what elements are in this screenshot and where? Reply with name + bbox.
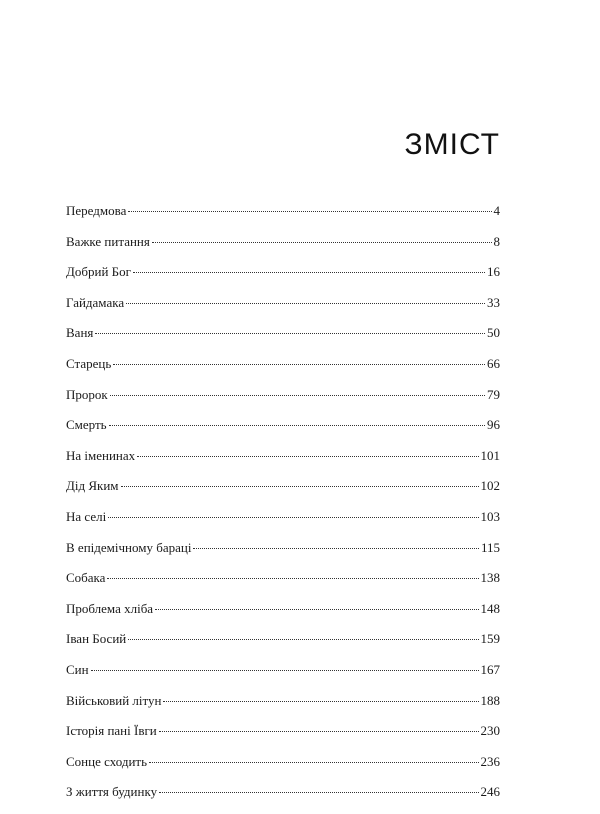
page-title: ЗМІСТ: [404, 128, 500, 161]
toc-entry-title: Ваня: [66, 325, 94, 341]
toc-entry-page-number: 79: [487, 386, 500, 402]
dot-leader: [159, 792, 478, 793]
toc-entry: [66, 354, 500, 385]
dot-leader: [113, 364, 485, 365]
toc-entry-page-number: 66: [487, 355, 500, 371]
toc-entry-title: Добрий Бог: [66, 264, 131, 280]
toc-entry: [66, 415, 500, 446]
toc-entry-title: На іменинах: [66, 447, 136, 463]
dot-leader: [107, 578, 478, 579]
dot-leader: [133, 272, 485, 273]
dot-leader: [95, 333, 485, 334]
toc-entry-page-number: 230: [480, 723, 500, 739]
dot-leader: [128, 639, 478, 640]
toc-entry-page-number: 188: [480, 692, 500, 708]
dot-leader: [193, 548, 479, 549]
toc-entry: [66, 629, 500, 660]
toc-entry: [66, 538, 500, 569]
toc-entry-title: Проблема хліба: [66, 600, 154, 616]
toc-entry-page-number: 236: [480, 753, 500, 769]
dot-leader: [110, 395, 485, 396]
toc-entry-title: Смерть: [66, 417, 107, 433]
toc-entry: [66, 599, 500, 630]
toc-entry: [66, 568, 500, 599]
toc-entry-page-number: 8: [493, 233, 500, 249]
toc-entry: [66, 323, 500, 354]
toc-entry: [66, 385, 500, 416]
toc-entry-page-number: 103: [480, 508, 500, 524]
toc-entry: [66, 752, 500, 783]
toc-entry-page-number: 50: [487, 325, 500, 341]
toc-entry-page-number: 101: [480, 447, 500, 463]
toc-entry-page-number: 16: [487, 264, 500, 280]
toc-entry: [66, 507, 500, 538]
toc-entry-title: Історія пані Ївги: [66, 723, 157, 739]
dot-leader: [137, 456, 478, 457]
toc-entry-page-number: 246: [480, 784, 500, 800]
toc-entry: [66, 446, 500, 477]
toc-entry: [66, 691, 500, 722]
dot-leader: [152, 242, 492, 243]
toc-entry-page-number: 138: [480, 570, 500, 586]
toc-entry-page-number: 148: [480, 600, 500, 616]
toc-entry-title: Пророк: [66, 386, 108, 402]
toc-entry: [66, 782, 500, 813]
dot-leader: [109, 425, 485, 426]
dot-leader: [121, 486, 479, 487]
toc-entry-title: Військовий літун: [66, 692, 162, 708]
toc-entry-title: Син: [66, 661, 89, 677]
dot-leader: [126, 303, 485, 304]
dot-leader: [149, 762, 478, 763]
dot-leader: [91, 670, 479, 671]
toc-entry-title: Собака: [66, 570, 106, 586]
toc-entry-page-number: 33: [487, 294, 500, 310]
toc-entry-page-number: 115: [480, 539, 500, 555]
dot-leader: [155, 609, 478, 610]
toc-entry-page-number: 96: [487, 417, 500, 433]
toc-entry-title: Іван Босий: [66, 631, 127, 647]
dot-leader: [159, 731, 479, 732]
table-of-contents: [66, 201, 500, 813]
toc-entry-page-number: 4: [493, 203, 500, 218]
toc-entry: [66, 476, 500, 507]
toc-entry-page-number: 102: [480, 478, 500, 494]
toc-entry: [66, 660, 500, 691]
toc-entry-title: З життя будинку: [66, 784, 158, 800]
toc-entry-title: Дід Яким: [66, 478, 119, 494]
dot-leader: [108, 517, 478, 518]
toc-entry: [66, 721, 500, 752]
toc-entry: [66, 262, 500, 293]
dot-leader: [163, 701, 478, 702]
dot-leader: [128, 211, 491, 212]
toc-entry: [66, 232, 500, 263]
toc-entry-title: Сонце сходить: [66, 753, 148, 769]
toc-entry: [66, 293, 500, 324]
toc-entry-title: На селі: [66, 508, 107, 524]
toc-entry-title: В епідемічному бараці: [66, 539, 192, 555]
toc-entry-title: Передмова: [66, 203, 127, 218]
toc-entry-page-number: 159: [480, 631, 500, 647]
toc-entry-title: Старець: [66, 355, 112, 371]
toc-entry-title: Важке питання: [66, 233, 150, 249]
toc-entry-page-number: 167: [480, 661, 500, 677]
toc-entry-title: Гайдамака: [66, 294, 125, 310]
toc-entry: [66, 201, 500, 232]
